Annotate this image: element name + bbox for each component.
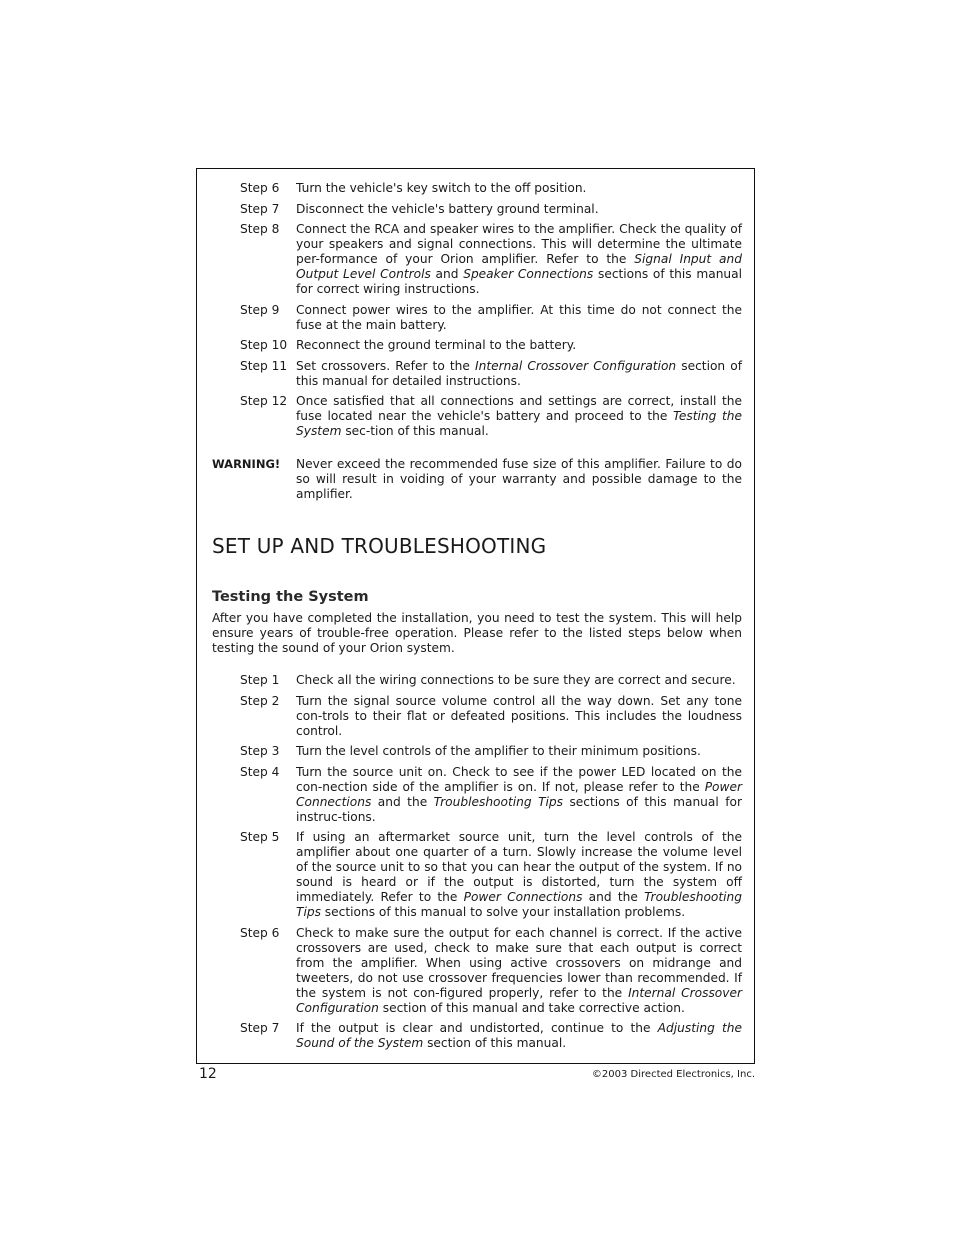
step-text	[296, 673, 742, 688]
step-text-reference: Testing the System	[296, 409, 742, 438]
step-text-reference: Adjusting the Sound of the System	[296, 1021, 742, 1050]
section-title: SET UP AND TROUBLESHOOTING	[212, 534, 547, 558]
step-item	[212, 181, 742, 196]
step-item	[212, 765, 742, 825]
step-item	[212, 202, 742, 217]
step-text-run: Disconnect the vehicle's battery ground terminal.	[296, 201, 599, 216]
step-item	[212, 359, 742, 389]
step-text	[296, 359, 742, 389]
step-text	[296, 338, 742, 353]
step-text-run: Turn the signal source volume control all the way down. Set any tone con-trols to their flat or defeated positions. This includes the loudness control.	[296, 693, 742, 738]
step-label: Step 10	[240, 338, 288, 352]
step-text	[296, 222, 742, 297]
step-item	[212, 744, 742, 759]
step-label: Step 4	[240, 764, 280, 779]
step-label: Step 7	[240, 201, 280, 216]
step-text-run: and	[430, 267, 464, 281]
step-text-run: sec-tion of this manual.	[341, 424, 489, 438]
intro-paragraph: After you have completed the installation, you need to test the system. This will help ensure years of trouble-free operation. Please refer to the listed steps below when testing the sound of your Orion system.	[212, 611, 742, 655]
step-item	[212, 1021, 742, 1051]
copyright-notice: ©2003 Directed Electronics, Inc.	[591, 1069, 755, 1080]
step-text-run: and the	[582, 890, 645, 904]
step-text-run: Once satisfied that all connections and settings are correct, install the fuse located near the vehicle's battery and proceed to the	[296, 394, 742, 423]
installation-steps	[212, 181, 742, 439]
warning-text: Never exceed the recommended fuse size of this amplifier. Failure to do so will result in voiding of your warranty and possible damage to the amplifier.	[296, 457, 742, 501]
subsection-title: Testing the System	[212, 589, 369, 605]
step-label: Step 12	[240, 394, 288, 408]
step-text-run: Connect the RCA and speaker wires to the amplifier. Check the quality of your speakers and signal connections. This will determine the ultimate per-formance of your Orion amplifier. Refer to the	[296, 222, 742, 266]
step-text-run: Turn the level controls of the amplifier to their minimum positions.	[296, 744, 701, 758]
page-content	[212, 181, 742, 1057]
step-text-run: Check to make sure the output for each channel is correct. If the active crossovers are used, check to make sure that each output is correct from the amplifier. When using active crossovers on midrange and tweeters, do not use crossover frequencies lower than recommended. If the system is not con-figured properly, refer to the	[296, 925, 742, 1000]
step-label: Step 8	[240, 222, 280, 236]
step-text-reference: Power Connections	[296, 779, 742, 809]
step-text	[296, 181, 742, 196]
step-text	[296, 202, 742, 217]
step-text-run: Set crossovers. Refer to the	[296, 358, 476, 373]
page-border	[196, 168, 755, 1064]
step-label: Step 11	[240, 358, 288, 373]
step-text-reference: Troubleshooting Tips	[433, 794, 563, 809]
step-text-reference: Internal Crossover Configuration	[296, 985, 742, 1015]
step-text-run: Check all the wiring connections to be sure they are correct and secure.	[296, 673, 736, 687]
step-text-run: Connect power wires to the amplifier. At this time do not connect the fuse at the main battery.	[296, 302, 742, 332]
step-text	[296, 1021, 742, 1051]
step-text-run: section of this manual for detailed instructions.	[296, 358, 743, 388]
step-item	[212, 394, 742, 439]
step-text-run: If using an aftermarket source unit, turn the level controls of the amplifier about one quarter of a turn. Slowly increase the volume level of the source unit to so that you can hear the output of the system. If no sound is heard or if the output is distorted, turn the system off immediately. Refer to the	[296, 830, 742, 904]
step-text-reference: Speaker Connections	[463, 267, 594, 281]
step-text-reference: Internal Crossover Configuration	[475, 358, 677, 373]
step-text	[296, 765, 742, 825]
step-text	[296, 303, 742, 333]
step-item	[212, 222, 742, 297]
step-item	[212, 694, 742, 739]
step-label: Step 7	[240, 1021, 280, 1035]
page-number: 12	[199, 1066, 217, 1082]
step-label: Step 3	[240, 744, 280, 758]
step-label: Step 6	[240, 925, 280, 940]
step-item	[212, 338, 742, 353]
step-text-run: section of this manual.	[423, 1036, 567, 1050]
step-text-reference: Signal Input and Output Level Controls	[296, 252, 742, 281]
step-item	[212, 303, 742, 333]
step-text-run: and the	[371, 794, 434, 809]
warning-note	[212, 457, 742, 502]
step-text	[296, 830, 742, 920]
step-label: Step 2	[240, 693, 280, 708]
step-label: Step 6	[240, 181, 280, 195]
step-text-reference: Power Connections	[463, 890, 583, 904]
step-label: Step 1	[240, 673, 280, 687]
step-label: Step 5	[240, 830, 280, 844]
warning-label: WARNING!	[212, 457, 281, 471]
step-item	[212, 673, 742, 688]
step-text-run: sections of this manual to solve your installation problems.	[320, 905, 686, 919]
step-text-run: sections of this manual for correct wiring instructions.	[296, 267, 742, 296]
step-text-run: sections of this manual for instruc-tions.	[296, 794, 742, 824]
step-text-reference: Troubleshooting Tips	[296, 890, 742, 919]
step-text	[296, 744, 742, 759]
step-text	[296, 694, 742, 739]
step-text-run: If the output is clear and undistorted, continue to the	[296, 1021, 658, 1035]
step-item	[212, 926, 742, 1016]
step-text	[296, 394, 742, 439]
step-text	[296, 926, 742, 1016]
step-item	[212, 830, 742, 920]
step-text-run: Turn the source unit on. Check to see if the power LED located on the con-nection side of the amplifier is on. If not, please refer to the	[296, 764, 742, 794]
step-text-run: Turn the vehicle's key switch to the off position.	[296, 181, 587, 195]
step-label: Step 9	[240, 302, 280, 317]
step-text-run: Reconnect the ground terminal to the battery.	[296, 338, 577, 352]
testing-steps	[212, 673, 742, 1051]
step-text-run: section of this manual and take corrective action.	[378, 1000, 685, 1015]
